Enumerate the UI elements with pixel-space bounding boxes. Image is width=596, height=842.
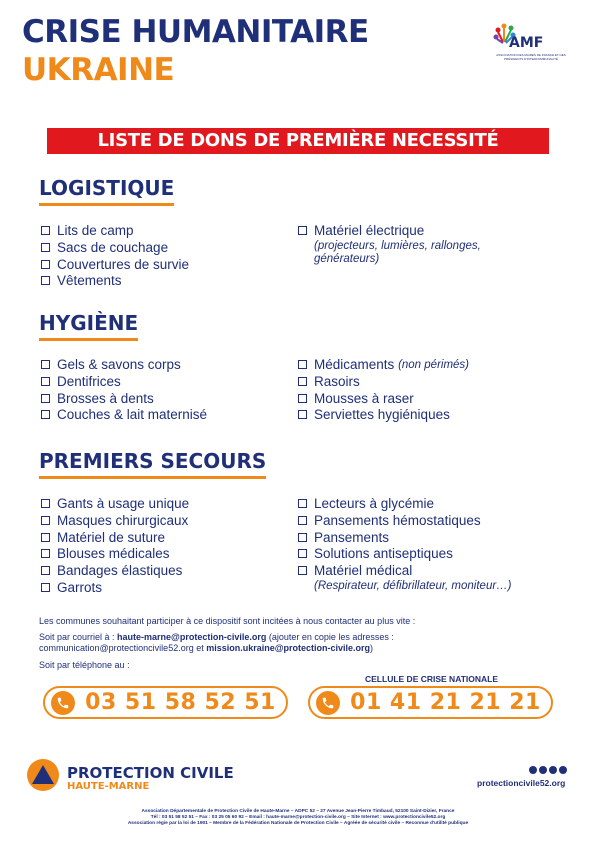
facebook-icon[interactable] (529, 766, 537, 774)
checkbox-icon (298, 566, 307, 575)
phone-icon (51, 691, 75, 715)
checkbox-icon (298, 533, 307, 542)
cellule-label: CELLULE DE CRISE NATIONALE (365, 674, 499, 684)
checkbox-icon (298, 516, 307, 525)
social-icons (529, 766, 567, 774)
checkbox-icon (298, 410, 307, 419)
checkbox-icon (41, 260, 50, 269)
list-item: Dentifrices (41, 374, 207, 391)
checkbox-icon (41, 377, 50, 386)
list-item: Blouses médicales (41, 546, 189, 563)
email-link-mission[interactable]: mission.ukraine@protection-civile.org (206, 643, 371, 653)
checkbox-icon (41, 276, 50, 285)
checkbox-icon (41, 516, 50, 525)
checkbox-icon (41, 566, 50, 575)
hygiene-list-right (298, 357, 469, 424)
checkbox-icon (298, 377, 307, 386)
contact-intro: Les communes souhaitant participer à ce dispositif sont incitées à nous contacter au plus vite : (39, 616, 416, 626)
phone-box-national[interactable] (308, 686, 553, 719)
list-item: Matériel de suture (41, 530, 189, 547)
phone-number-local: 03 51 58 52 51 (85, 690, 276, 715)
instagram-icon[interactable] (559, 766, 567, 774)
checkbox-icon (41, 499, 50, 508)
checkbox-icon (41, 243, 50, 252)
checkbox-icon (298, 394, 307, 403)
list-item-note: (Respirateur, défibrillateur, moniteur…) (314, 579, 512, 592)
phone-icon (316, 691, 340, 715)
org-subname: HAUTE-MARNE (67, 781, 150, 792)
section-title-hygiene: HYGIÈNE (39, 311, 138, 341)
amf-logo-text: AMF (509, 35, 544, 51)
section-title-logistique: LOGISTIQUE (39, 176, 174, 206)
list-item: Sacs de couchage (41, 240, 189, 257)
secours-list-left (41, 496, 189, 597)
contact-phone-intro: Soit par téléphone au : (39, 660, 130, 670)
list-item: Vêtements (41, 273, 189, 290)
hygiene-list-left (41, 357, 207, 424)
checkbox-icon (41, 410, 50, 419)
section-title-secours: PREMIERS SECOURS (39, 449, 266, 479)
title-line-1: CRISE HUMANITAIRE (22, 14, 369, 50)
protection-civile-logo-icon (26, 758, 60, 792)
list-item-note: (projecteurs, lumières, rallonges, générateurs) (314, 239, 481, 265)
checkbox-icon (298, 226, 307, 235)
checkbox-icon (41, 533, 50, 542)
checkbox-icon (41, 360, 50, 369)
org-name: PROTECTION CIVILE (67, 764, 234, 782)
title-line-2: UKRAINE (22, 52, 175, 88)
list-item: Gants à usage unique (41, 496, 189, 513)
footer-line-3: Association régie par la loi de 1901 – Membre de la Fédération Nationale de Protection Civile – Agréée de sécurité civile – Reconnue d'utilité publique (127, 821, 469, 826)
list-item: Pansements (298, 530, 512, 547)
amf-subtitle: ASSOCIATION DES MAIRES DE FRANCE ET DES PRÉSIDENTS D'INTERCOMMUNALITÉ (496, 53, 566, 61)
checkbox-icon (41, 394, 50, 403)
list-item: Solutions antiseptiques (298, 546, 512, 563)
checkbox-icon (41, 226, 50, 235)
checkbox-icon (298, 499, 307, 508)
checkbox-icon (298, 360, 307, 369)
list-item: Rasoirs (298, 374, 469, 391)
list-item: Médicaments (non périmés) (298, 357, 469, 374)
list-item: Pansements hémostatiques (298, 513, 512, 530)
list-item: Lecteurs à glycémie (298, 496, 512, 513)
list-item: Lits de camp (41, 223, 189, 240)
checkbox-icon (298, 549, 307, 558)
list-item: Serviettes hygiéniques (298, 407, 469, 424)
youtube-icon[interactable] (549, 766, 557, 774)
checkbox-icon (41, 583, 50, 592)
list-item: Garrots (41, 580, 189, 597)
secours-list-right (298, 496, 512, 593)
list-item: Brosses à dents (41, 391, 207, 408)
list-item: Couches & lait maternisé (41, 407, 207, 424)
website-link[interactable]: protectioncivile52.org (477, 778, 566, 788)
phone-box-local[interactable] (43, 686, 288, 719)
donation-list-banner: LISTE DE DONS DE PREMIÈRE NECESSITÉ (47, 128, 549, 154)
email-link-main[interactable]: haute-marne@protection-civile.org (117, 632, 267, 642)
twitter-icon[interactable] (539, 766, 547, 774)
logistique-list-left (41, 223, 189, 290)
list-item: Matériel médical (298, 563, 512, 580)
logistique-list-right (298, 223, 498, 266)
checkbox-icon (41, 549, 50, 558)
list-item: Mousses à raser (298, 391, 469, 408)
footer-line-1: Association Départementale de Protection Civile de Haute-Marne – ADPC 52 – 27 Avenue Jean-Pierre Timbaud, 52100 Saint-Dizier, France (141, 809, 455, 814)
contact-email-text: Soit par courriel à : haute-marne@protection-civile.org (ajouter en copie les adresses : communication@protectioncivile52.org et mission.ukraine@protection-civile.org) (39, 632, 394, 653)
list-item: Couvertures de survie (41, 257, 189, 274)
list-item: Bandages élastiques (41, 563, 189, 580)
list-item: Masques chirurgicaux (41, 513, 189, 530)
phone-number-national: 01 41 21 21 21 (350, 690, 541, 715)
list-item: Gels & savons corps (41, 357, 207, 374)
list-item: Matériel électrique (298, 223, 498, 240)
footer-line-2: Tél : 03 51 58 52 51 – Fax : 03 25 05 60 92 – Email : haute-marne@protection-civile.org – Site Internet : www.protectioncivile52.org (150, 815, 446, 820)
email-link-communication[interactable]: communication@protectioncivile52.org (39, 643, 194, 653)
